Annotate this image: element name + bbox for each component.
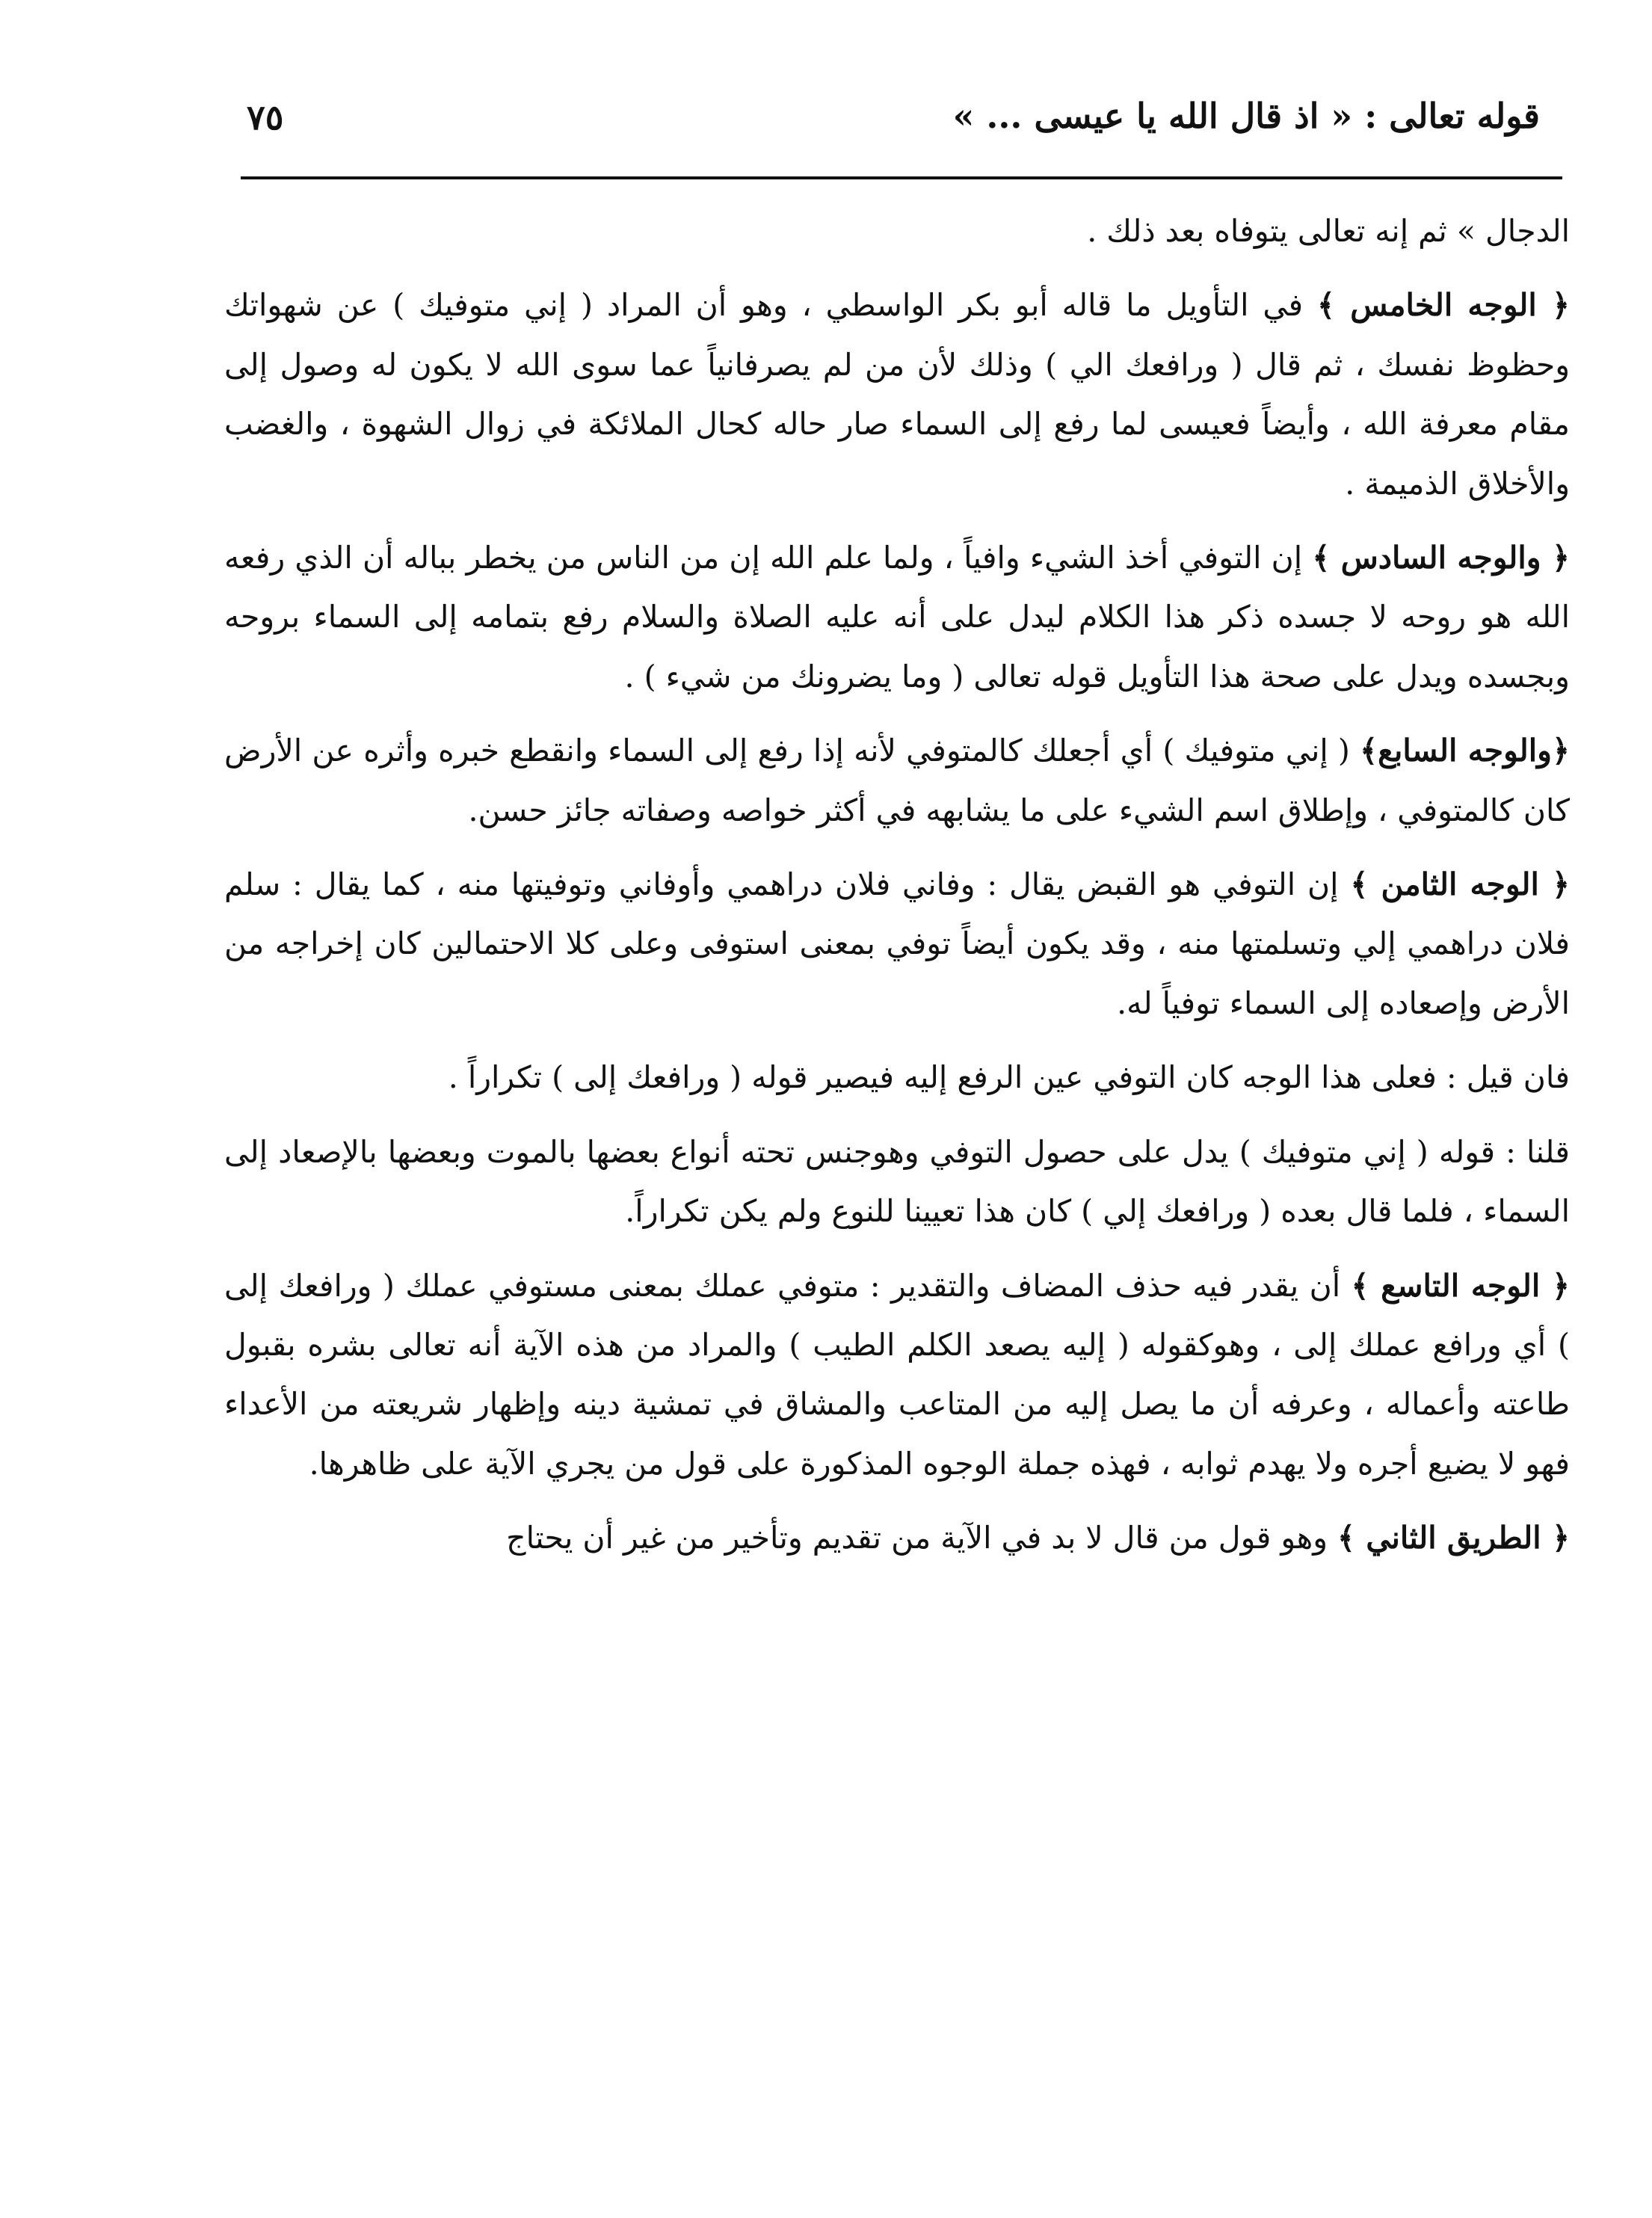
paragraph-text: ( إني متوفيك ) أي أجعلك كالمتوفي لأنه إذا رفع إلى السماء وانقطع خبره وأثره عن الأرض كان كالمتوفي ، وإطلاق اسم الشيء على ما يشابهه في أكثر خواصه وصفاته جائز حسن. bbox=[224, 733, 1570, 828]
paragraph-second-way bbox=[224, 1509, 1570, 1568]
paragraph-seventh-aspect bbox=[224, 721, 1570, 840]
paragraph-text: فان قيل : فعلى هذا الوجه كان التوفي عين الرفع إليه فيصير قوله ( ورافعك إلى ) تكراراً . bbox=[448, 1059, 1570, 1096]
paragraph-text: أن يقدر فيه حذف المضاف والتقدير : متوفي عملك بمعنى مستوفي عملك ( ورافعك إلى ) أي ورافع عملك إلى ، وهوكقوله ( إليه يصعد الكلم الطيب ) والمراد من هذه الآية أنه تعالى بشره بقبول طاعته وأعماله ، وعرفه أن ما يصل إليه من المتاعب والمشاق في تمشية دينه وإظهار شريعته من الأعداء فهو لا يضيع أجره ولا يهدم ثوابه ، فهذه جملة الوجوه المذكورة على قول من يجري الآية على ظاهرها. bbox=[224, 1267, 1570, 1482]
paragraph-text: قلنا : قوله ( إني متوفيك ) يدل على حصول التوفي وهوجنس تحته أنواع بعضها بالموت وبعضها بالإصعاد إلى السماء ، فلما قال بعده ( ورافعك إلي ) كان هذا تعيينا للنوع ولم يكن تكراراً. bbox=[224, 1133, 1570, 1230]
running-title: قوله تعالى : « اذ قال الله يا عيسى ... » bbox=[952, 96, 1540, 136]
paragraph-text: وهو قول من قال لا بد في الآية من تقديم وتأخير من غير أن يحتاج bbox=[506, 1520, 1338, 1556]
paragraph-heading: ﴿ الوجه التاسع ﴾ bbox=[1351, 1267, 1570, 1304]
paragraph-eighth-aspect bbox=[224, 855, 1570, 1033]
paragraph-ninth-aspect bbox=[224, 1257, 1570, 1494]
paragraph-text: إن التوفي هو القبض يقال : وفاني فلان دراهمي وأوفاني وتوفيتها منه ، كما يقال : سلم فلان دراهمي إلي وتسلمتها منه ، وقد يكون أيضاً توفي بمعنى استوفى وعلى كلا الاحتمالين كان إخراجه من الأرض وإصعاده إلى السماء توفياً له. bbox=[224, 866, 1570, 1021]
body-text bbox=[224, 202, 1570, 2183]
paragraph-objection bbox=[224, 1048, 1570, 1107]
paragraph-text: الدجال » ثم إنه تعالى يتوفاه بعد ذلك . bbox=[1087, 213, 1570, 249]
paragraph-heading: ﴿ الوجه الخامس ﴾ bbox=[1317, 287, 1570, 324]
paragraph-text: في التأويل ما قاله أبو بكر الواسطي ، وهو أن المراد ( إني متوفيك ) عن شهواتك وحظوظ نفسك ، ثم قال ( ورافعك الي ) وذلك لأن من لم يصرفانياً عما سوى الله لا يكون له وصول إلى مقام معرفة الله ، وأيضاً فعيسى لما رفع إلى السماء صار حاله كحال الملائكة في زوال الشهوة ، والغضب والأخلاق الذميمة . bbox=[224, 287, 1570, 502]
paragraph-heading: ﴿ الوجه الثامن ﴾ bbox=[1350, 866, 1570, 903]
paragraph-text: إن التوفي أخذ الشيء وافياً ، ولما علم الله إن من الناس من يخطر بباله أن الذي رفعه الله هو روحه لا جسده ذكر هذا الكلام ليدل على أنه عليه الصلاة والسلام رفع بتمامه إلى السماء بروحه وبجسده ويدل على صحة هذا التأويل قوله تعالى ( وما يضرونك من شيء ) . bbox=[224, 540, 1570, 694]
header-rule bbox=[241, 176, 1562, 179]
page-number: ٧٥ bbox=[247, 97, 284, 138]
paragraph-continuation bbox=[224, 202, 1570, 261]
paragraph-sixth-aspect bbox=[224, 529, 1570, 706]
paragraph-heading: ﴿والوجه السابع﴾ bbox=[1360, 733, 1570, 769]
paragraph-heading: ﴿ والوجه السادس ﴾ bbox=[1312, 540, 1570, 576]
paragraph-reply bbox=[224, 1123, 1570, 1242]
page-header bbox=[224, 82, 1570, 164]
paragraph-fifth-aspect bbox=[224, 276, 1570, 514]
paragraph-heading: ﴿ الطريق الثاني ﴾ bbox=[1337, 1520, 1570, 1556]
